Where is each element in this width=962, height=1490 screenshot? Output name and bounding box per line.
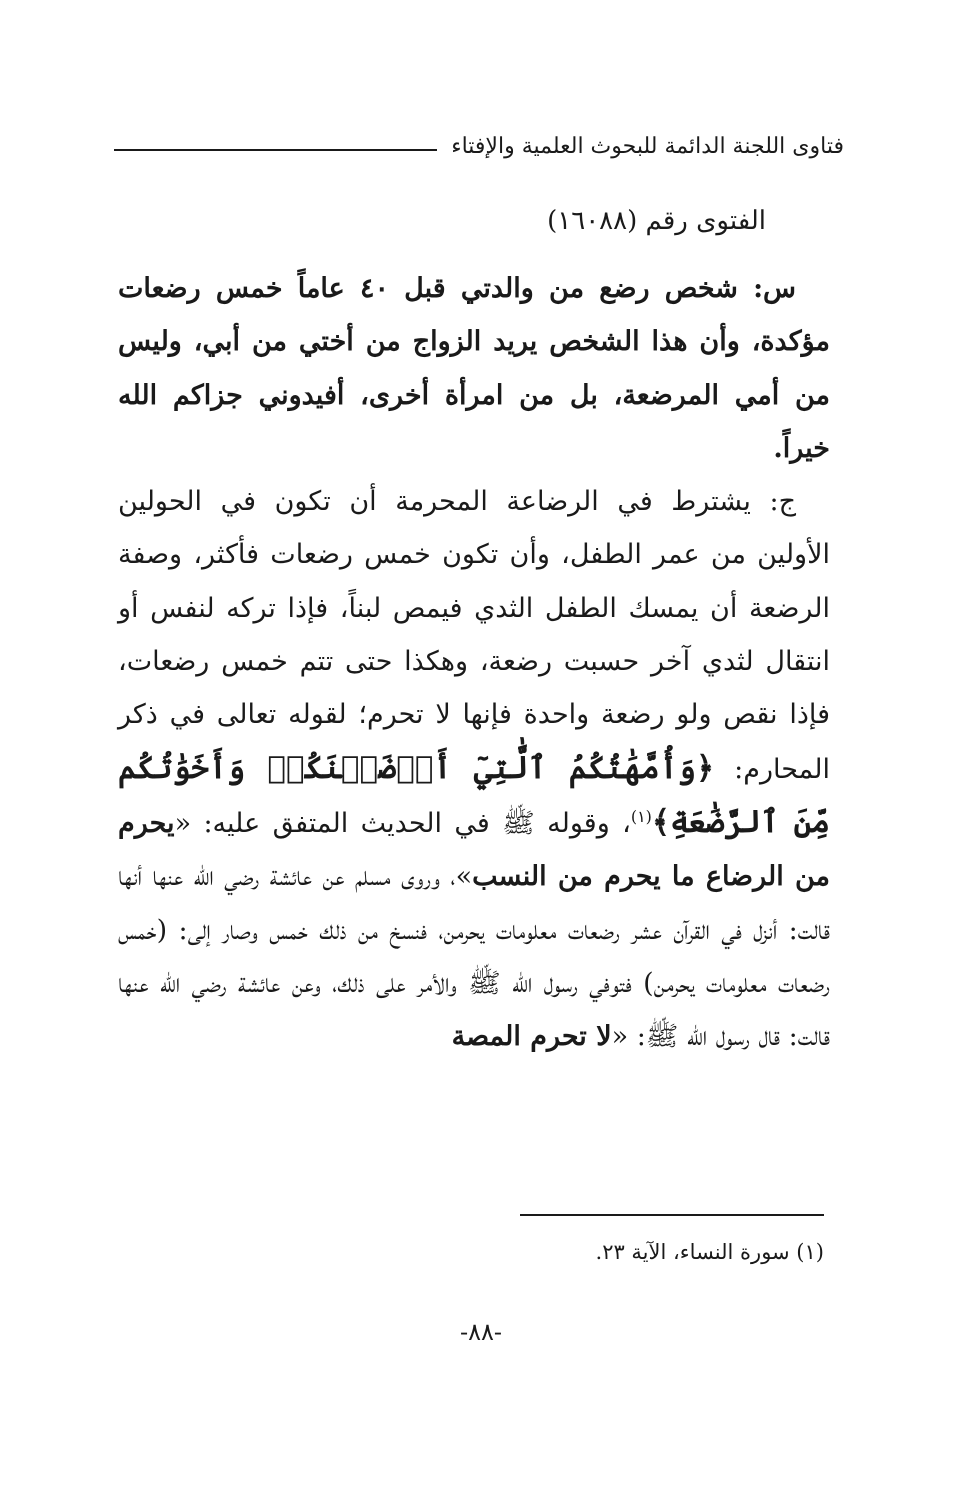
answer-paragraph (118, 475, 830, 1063)
footnote-marker: (١) (630, 806, 652, 826)
header-rule (114, 149, 437, 151)
hadith-quote-2: لا تحرم المصة (451, 1021, 612, 1053)
footnote: (١) سورة النساء، الآية ٢٣. (595, 1240, 824, 1264)
fatwa-number: الفتوى رقم (١٦٠٨٨) (547, 206, 766, 236)
hadith-quote-1: يحرم من الرضاع ما يحرم من النسب (118, 807, 831, 893)
footnote-rule (520, 1214, 824, 1216)
answer-text-part2: ، وقوله ﷺ في الحديث المتفق عليه: « (174, 807, 631, 839)
quran-verse: ﴿وَأُمَّهَٰتُكُمُ ٱلَّٰتِيٓ أَرۡضَعۡنَكُمۡ وَأَخَوَٰتُكُم مِّنَ ٱلرَّضَٰعَةِ﴾ (118, 749, 830, 840)
header-title: فتاوى اللجنة الدائمة للبحوث العلمية والإفتاء (451, 134, 844, 159)
answer-text-part1: ج: يشترط في الرضاعة المحرمة أن تكون في الحولين الأولين من عمر الطفل، وأن تكون خمس رضعات فأكثر، وصفة الرضعة أن يمسك الطفل الثدي فيمص لبناً، فإذا تركه لنفس أو انتقال لثدي آخر حسبت رضعة، وهكذا حتى تتم خمس رضعات، فإذا نقص ولو رضعة واحدة فإنها لا تحرم؛ لقوله تعالى في ذكر المحارم: (118, 486, 830, 785)
page-number: -٨٨- (460, 1318, 502, 1346)
answer-text-part3: »، وروى مسلم عن عائشة رضي الله عنها أنها قالت: أنزل في القرآن عشر رضعات معلومات يحرمن، فنسخ من ذلك خمس وصار إلى: (خمس رضعات معلومات يحرمن) فتوفي رسول الله ﷺ والأمر على ذلك، وعن عائشة رضي الله عنها قالت: قال رسول الله ﷺ: « (118, 861, 830, 1053)
fatwa-body (118, 262, 830, 1063)
running-header (114, 134, 844, 159)
question-paragraph: س: شخص رضع من والدتي قبل ٤٠ عاماً خمس رضعات مؤكدة، وأن هذا الشخص يريد الزواج من أختي من أبي، وليس من أمي المرضعة، بل من امرأة أخرى، أفيدوني جزاكم الله خيراً. (118, 273, 830, 464)
